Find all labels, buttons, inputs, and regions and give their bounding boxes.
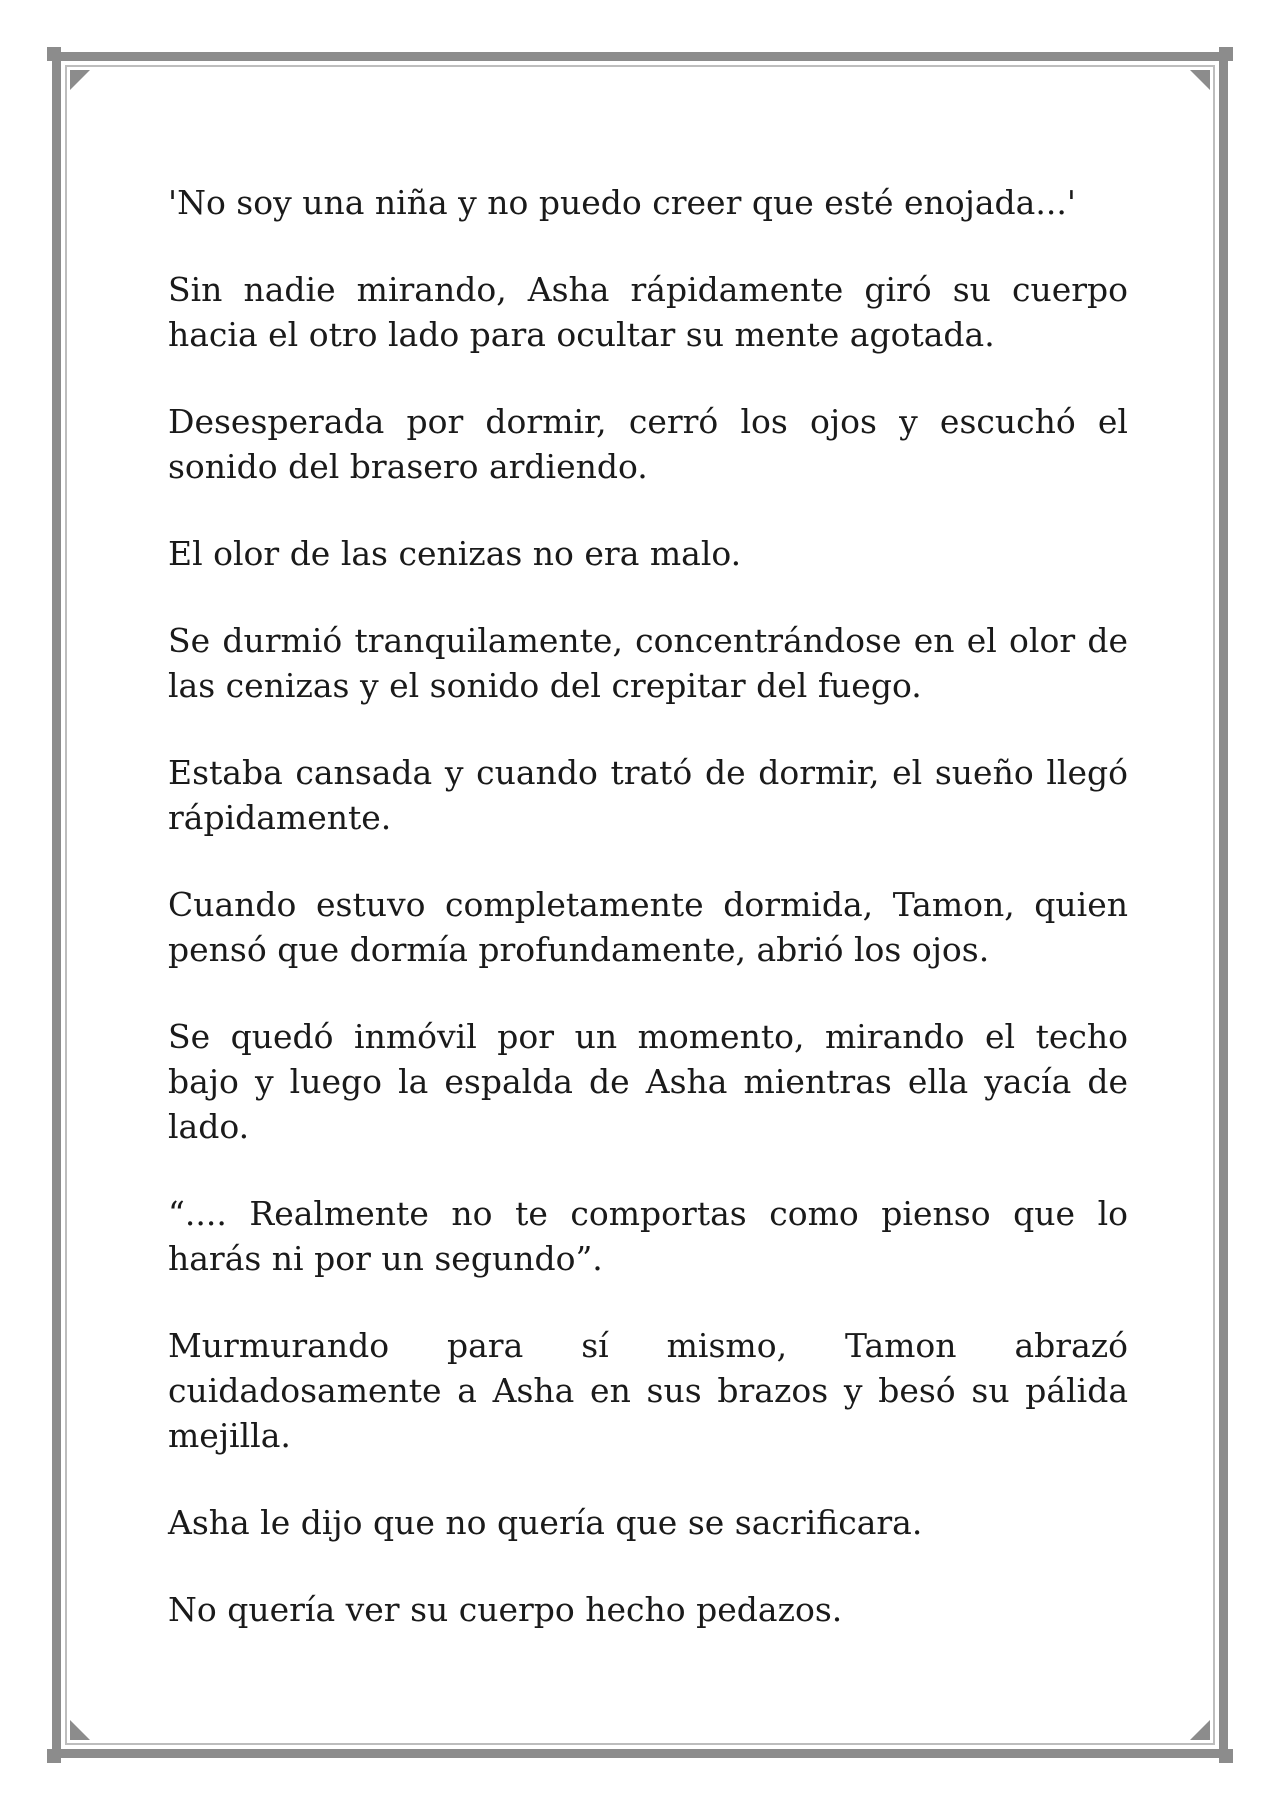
paragraph: Se quedó inmóvil por un momento, mirando el techo bajo y luego la espalda de Asha mientras ella yacía de lado.	[168, 1017, 1128, 1146]
paragraph: Se durmió tranquilamente, concentrándose en el olor de las cenizas y el sonido del crepitar del fuego.	[168, 621, 1128, 705]
frame-corner-square-icon	[47, 1749, 61, 1763]
paragraph: Desesperada por dormir, cerró los ojos y escuchó el sonido del brasero ardiendo.	[168, 402, 1128, 486]
page-text	[168, 180, 1128, 1674]
paragraph: El olor de las cenizas no era malo.	[168, 534, 742, 573]
paragraph: Murmurando para sí mismo, Tamon abrazó cuidadosamente a Asha en sus brazos y besó su pálida mejilla.	[168, 1326, 1128, 1455]
paragraph: Estaba cansada y cuando trató de dormir, el sueño llegó rápidamente.	[168, 753, 1128, 837]
frame-corner-triangle-icon	[70, 1720, 90, 1740]
paragraph: 'No soy una niña y no puedo creer que esté enojada...'	[168, 183, 1076, 222]
frame-corner-square-icon	[1219, 47, 1233, 61]
paragraph: “.... Realmente no te comportas como pienso que lo harás ni por un segundo”.	[168, 1194, 1128, 1278]
frame-corner-triangle-icon	[1190, 70, 1210, 90]
frame-corner-triangle-icon	[70, 70, 90, 90]
paragraph: No quería ver su cuerpo hecho pedazos.	[168, 1590, 843, 1629]
frame-corner-triangle-icon	[1190, 1720, 1210, 1740]
paragraph: Asha le dijo que no quería que se sacrificara.	[168, 1503, 923, 1542]
paragraph: Sin nadie mirando, Asha rápidamente giró su cuerpo hacia el otro lado para ocultar su mente agotada.	[168, 270, 1128, 354]
paragraph: Cuando estuvo completamente dormida, Tamon, quien pensó que dormía profundamente, abrió los ojos.	[168, 885, 1128, 969]
frame-corner-square-icon	[47, 47, 61, 61]
frame-corner-square-icon	[1219, 1749, 1233, 1763]
